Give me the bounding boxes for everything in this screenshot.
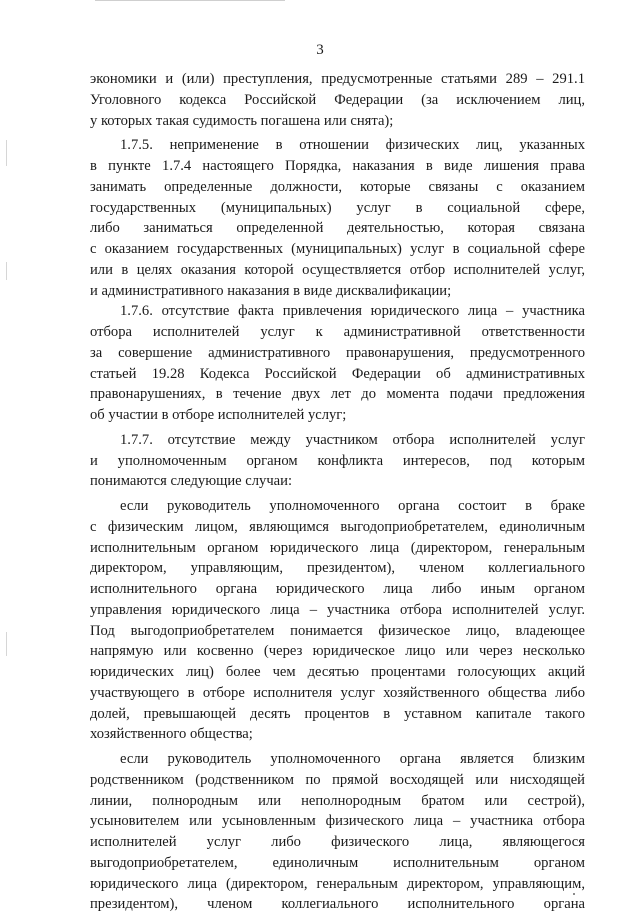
- text-line: директором, управляющим, президентом), членом коллегиального: [90, 560, 585, 577]
- scan-speck: [573, 893, 575, 895]
- text-line: и уполномоченным органом конфликта интересов, под которым: [90, 452, 585, 469]
- text-line: или в целях оказания которой осуществляется отбор исполнителей услуг,: [90, 261, 585, 278]
- top-rule: [95, 0, 285, 1]
- text-line: государственных (муниципальных) услуг в социальной сфере,: [90, 199, 585, 216]
- text-line: усыновителем или усыновленным физического лица – участника отбора: [90, 813, 585, 830]
- text-line: отбора исполнителей услуг к административной ответственности: [90, 324, 585, 340]
- margin-mark: [6, 140, 7, 166]
- text-line: участвующего в отборе исполнителя услуг хозяйственного общества либо: [90, 684, 585, 701]
- text-line: статьей 19.28 Кодекса Российской Федерации об административных: [90, 365, 585, 382]
- text-line: управления юридического лица – участника отбора исполнителей услуг.: [90, 601, 585, 618]
- text-line: Уголовного кодекса Российской Федерации (за исключением лиц,: [90, 91, 585, 108]
- margin-mark: [6, 632, 7, 656]
- text-line: понимаются следующие случаи:: [90, 473, 293, 490]
- text-line: исполнительного органа юридического лица либо иным органом: [90, 581, 585, 597]
- text-line: исполнителей услуг либо физического лица, являющегося: [90, 834, 585, 850]
- text-line: 1.7.5. неприменение в отношении физических лиц, указанных: [120, 137, 585, 154]
- text-line: президентом), членом коллегиального исполнительного органа: [90, 896, 585, 913]
- text-line: напрямую или косвенно (через юридическое лицо или через несколько: [90, 643, 585, 660]
- text-line: юридических лиц) более чем десятью процентами голосующих акций: [90, 664, 585, 680]
- text-line: Под выгодоприобретателем понимается физическое лицо, владеющее: [90, 622, 585, 639]
- text-line: исполнительным органом юридического лица (директором, генеральным: [90, 539, 585, 556]
- text-line: и административного наказания в виде дисквалификации;: [90, 282, 452, 299]
- text-line: выгодоприобретателем, единоличным исполнительным органом: [90, 854, 585, 871]
- text-line: либо заниматься определенной деятельностью, которая связана: [90, 220, 585, 237]
- text-line: линии, полнородным или неполнородным братом или сестрой),: [90, 792, 585, 809]
- margin-mark: [6, 262, 7, 280]
- text-line: экономики и (или) преступления, предусмотренные статьями 289 – 291.1: [90, 71, 585, 87]
- text-line: правонарушениях, в течение двух лет до момента подачи предложения: [90, 386, 585, 403]
- text-line: 1.7.6. отсутствие факта привлечения юридического лица – участника: [120, 303, 585, 320]
- text-line: 1.7.7. отсутствие между участником отбора исполнителей услуг: [120, 431, 585, 448]
- text-line: занимать определенные должности, которые связаны с оказанием: [90, 178, 585, 195]
- text-line: хозяйственного общества;: [90, 726, 253, 743]
- text-line: у которых такая судимость погашена или снята);: [90, 112, 394, 129]
- text-line: в пункте 1.7.4 настоящего Порядка, наказания в виде лишения права: [90, 158, 585, 174]
- page-number: 3: [316, 42, 324, 58]
- text-line: с оказанием государственных (муниципальных) услуг в социальной сфере: [90, 241, 585, 257]
- text-line: если руководитель уполномоченного органа состоит в браке: [120, 498, 585, 514]
- text-line: юридического лица (директором, генеральным директором, управляющим,: [90, 875, 585, 892]
- text-line: если руководитель уполномоченного органа является близким: [120, 751, 585, 767]
- text-line: долей, превышающей десять процентов в уставном капитале такого: [90, 705, 585, 722]
- text-line: родственником (родственником по прямой восходящей или нисходящей: [90, 771, 585, 788]
- document-body: [90, 69, 585, 915]
- text-line: с физическим лицом, являющимся выгодоприобретателем, единоличным: [90, 518, 585, 535]
- text-line: за совершение административного правонарушения, предусмотренного: [90, 344, 585, 361]
- text-line: об участии в отборе исполнителей услуг;: [90, 407, 347, 423]
